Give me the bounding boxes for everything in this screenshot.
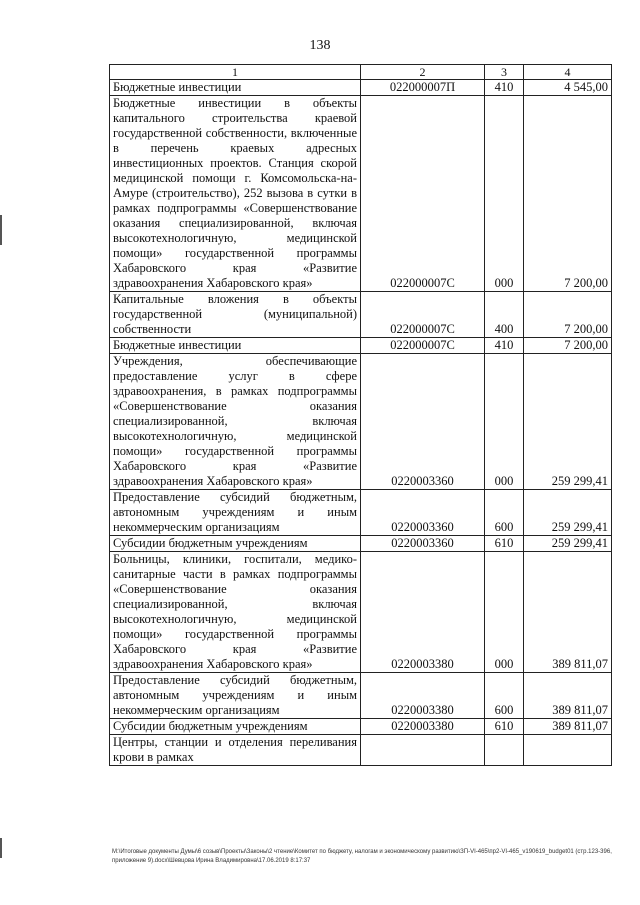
table-row [110,719,612,735]
table-row [110,552,612,673]
row-name: Бюджетные инвестиции [110,338,361,354]
header-col-4: 4 [524,65,612,80]
table-row [110,292,612,338]
document-path-footer: M:\Итоговые документы Думы\6 созыв\Проекты\Законы\2 чтение\Комитет по бюджету, налогам и экономическому развитию\ЗП-VI-465\пр2-VI-465_v190619_budget01 (стр.123-396, приложение 9).docx\Шевцова Ирина Владимировна\17.06.2019 8:17:37 [112,849,612,864]
row-code [361,735,485,766]
row-amount: 259 299,41 [524,536,612,552]
row-type: 000 [485,552,524,673]
row-name: Центры, станции и отделения переливания крови в рамках [110,735,361,766]
row-code: 0220003380 [361,552,485,673]
row-type: 610 [485,719,524,735]
header-col-2: 2 [361,65,485,80]
row-amount: 259 299,41 [524,354,612,490]
row-code: 0220003360 [361,536,485,552]
table-row [110,536,612,552]
row-name: Бюджетные инвестиции [110,80,361,96]
row-amount: 389 811,07 [524,552,612,673]
budget-table [109,64,612,766]
row-amount: 7 200,00 [524,96,612,292]
row-name: Капитальные вложения в объекты государственной (муниципальной) собственности [110,292,361,338]
table-row [110,490,612,536]
table-row [110,735,612,766]
row-code: 0220003380 [361,719,485,735]
table-row [110,338,612,354]
header-col-3: 3 [485,65,524,80]
row-name: Субсидии бюджетным учреждениям [110,719,361,735]
row-type [485,735,524,766]
row-amount: 4 545,00 [524,80,612,96]
row-name: Предоставление субсидий бюджетным, автономным учреждениям и иным некоммерческим организациям [110,673,361,719]
row-name: Бюджетные инвестиции в объекты капитального строительства краевой государственной собственности, включенные в перечень краевых адресных инвестиционных проектов. Станция скорой медицинской помощи г. Комсомольска-на-Амуре (строительство), 252 вызова в сутки в рамках подпрограммы «Совершенствование оказания специализированной, включая высокотехнологичную, медицинской помощи» государственной программы Хабаровского края «Развитие здравоохранения Хабаровского края» [110,96,361,292]
table-row [110,673,612,719]
row-name: Субсидии бюджетным учреждениям [110,536,361,552]
page-number: 138 [309,38,331,53]
header-col-1: 1 [110,65,361,80]
row-name: Учреждения, обеспечивающие предоставление услуг в сфере здравоохранения, в рамках подпрограммы «Совершенствование оказания специализированной, включая высокотехнологичную, медицинской помощи» государственной программы Хабаровского края «Развитие здравоохранения Хабаровского края» [110,354,361,490]
row-type: 600 [485,673,524,719]
row-amount: 389 811,07 [524,673,612,719]
row-name: Предоставление субсидий бюджетным, автономным учреждениям и иным некоммерческим организациям [110,490,361,536]
row-amount: 7 200,00 [524,338,612,354]
scan-edge-mark [0,838,2,858]
row-code: 0220003380 [361,673,485,719]
row-type: 410 [485,338,524,354]
row-type: 400 [485,292,524,338]
row-type: 000 [485,354,524,490]
row-code: 022000007С [361,338,485,354]
row-type: 610 [485,536,524,552]
row-code: 022000007П [361,80,485,96]
row-name: Больницы, клиники, госпитали, медико-санитарные части в рамках подпрограммы «Совершенствование оказания специализированной, включая высокотехнологичную, медицинской помощи» государственной программы Хабаровского края «Развитие здравоохранения Хабаровского края» [110,552,361,673]
row-type: 000 [485,96,524,292]
scan-edge-mark [0,215,2,245]
row-type: 410 [485,80,524,96]
row-type: 600 [485,490,524,536]
row-amount: 389 811,07 [524,719,612,735]
row-amount: 7 200,00 [524,292,612,338]
table-header-row [110,65,612,80]
row-code: 022000007С [361,292,485,338]
row-code: 0220003360 [361,490,485,536]
row-code: 022000007С [361,96,485,292]
row-code: 0220003360 [361,354,485,490]
row-amount [524,735,612,766]
row-amount: 259 299,41 [524,490,612,536]
table-row [110,354,612,490]
table-row [110,80,612,96]
table-row [110,96,612,292]
